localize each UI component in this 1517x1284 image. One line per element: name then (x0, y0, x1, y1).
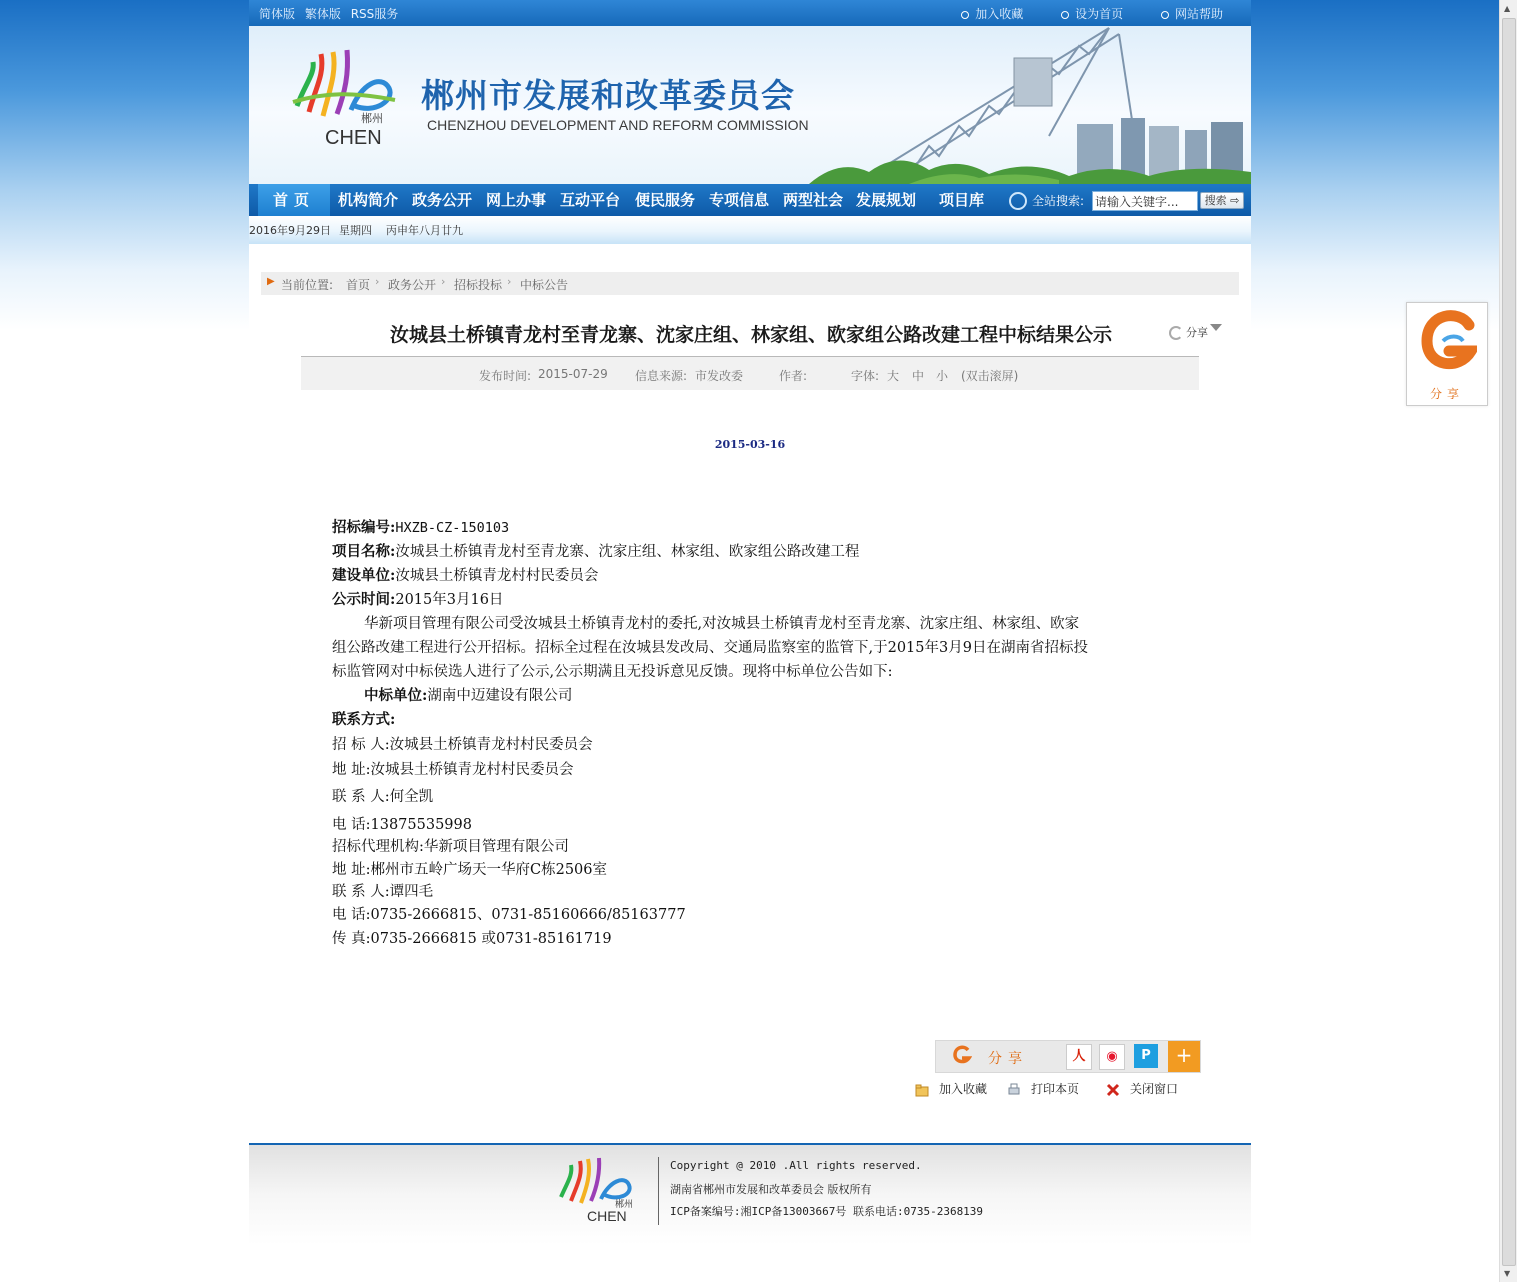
traditional-link[interactable]: 繁体版 (304, 7, 341, 21)
language-links (259, 5, 404, 22)
share-logo-icon (1169, 326, 1183, 340)
scroll-down-icon[interactable]: ▼ (1504, 1269, 1511, 1278)
article-meta (301, 357, 1199, 390)
site-footer (249, 1143, 1251, 1284)
contact-line: 传 真:0735-2666815 或0731-85161719 (332, 931, 612, 947)
caret-down-icon (1210, 324, 1222, 331)
footer-divider (658, 1157, 659, 1225)
paragraph-line: 标监管网对中标侯选人进行了公示,公示期满且无投诉意见反馈。现将中标单位公告如下: (332, 664, 893, 680)
bid-number-line: 招标编号:HXZB-CZ-150103 (332, 519, 510, 536)
paragraph-line: 组公路改建工程进行公开招标。招标全过程在汝城县发改局、交通局监察室的监管下,于2015年3月9日在湖南省招标投 (332, 640, 1088, 656)
nav-item-two-oriented[interactable]: 两型社会 (783, 191, 844, 209)
nav-home[interactable]: 首页 (258, 184, 330, 216)
font-large-button[interactable]: 大 (887, 369, 900, 383)
project-name-line: 项目名称:汝城县土桥镇青龙村至青龙寨、沈家庄组、林家组、欧家组公路改建工程 (332, 543, 860, 560)
folder-icon (915, 1083, 929, 1097)
font-medium-button[interactable]: 中 (912, 369, 925, 383)
arrow-right-icon: ⇨ (1230, 194, 1240, 207)
printer-icon (1007, 1083, 1021, 1097)
breadcrumb-home[interactable]: 首页 (346, 278, 371, 292)
site-search-input[interactable] (1092, 191, 1198, 211)
search-label: 全站搜索: (1009, 192, 1084, 211)
site-title: 郴州市发展和改革委员会 (421, 76, 795, 115)
font-size-label: 字体: (851, 369, 880, 383)
bullet-icon (1161, 11, 1169, 19)
breadcrumb-bidding[interactable]: 招标投标 (454, 278, 503, 292)
document-date: 2015-03-16 (714, 438, 786, 451)
builder-line: 建设单位:汝城县土桥镇青龙村村民委员会 (332, 567, 599, 584)
share-label: 分享 (988, 1051, 1028, 1067)
more-share-button[interactable]: + (1168, 1041, 1200, 1072)
set-homepage-link[interactable]: 设为首页 (1061, 7, 1123, 21)
close-icon (1106, 1083, 1120, 1097)
nav-item-about[interactable]: 机构简介 (338, 191, 399, 209)
author-label: 作者: (779, 369, 808, 383)
breadcrumb-arrow-icon: ▶ (267, 276, 275, 287)
share-dropdown[interactable]: 分享 (1169, 324, 1222, 340)
add-favorite-button[interactable]: 加入收藏 (915, 1080, 987, 1097)
contact-line: 电 话:0735-2666815、0731-85160666/85163777 (332, 907, 686, 923)
paragraph-line: 华新项目管理有限公司受汝城县土桥镇青龙村的委托,对汝城县土桥镇青龙村至青龙寨、沈家庄组、林家组、欧家 (364, 616, 1080, 632)
share-bar (935, 1040, 1201, 1073)
simplified-link[interactable]: 简体版 (259, 7, 296, 21)
print-page-button[interactable]: 打印本页 (1007, 1080, 1079, 1097)
svg-text:CHEN: CHEN (587, 1208, 627, 1224)
add-favorite-link[interactable]: 加入收藏 (961, 7, 1023, 21)
breadcrumb-label: 当前位置: (281, 278, 334, 292)
site-banner (249, 26, 1251, 184)
source-label: 信息来源: (635, 369, 688, 383)
nav-item-projects[interactable]: 项目库 (939, 191, 985, 209)
source-value: 市发改委 (695, 369, 744, 383)
search-icon (1009, 192, 1027, 210)
svg-text:郴州: 郴州 (361, 112, 383, 125)
scrollbar-thumb[interactable] (1502, 18, 1516, 1266)
chevron-right-icon: › (441, 275, 446, 288)
footer-icp: ICP备案编号:湘ICP备13003667号 联系电话:0735-2368139 (670, 1205, 984, 1218)
tencent-share-icon[interactable]: P (1134, 1044, 1158, 1068)
chenzhou-logo (285, 44, 415, 154)
contact-line: 地 址:汝城县土桥镇青龙村村民委员会 (332, 762, 574, 778)
scroll-hint: (双击滚屏) (961, 369, 1019, 383)
nav-item-public-service[interactable]: 便民服务 (635, 191, 696, 209)
breadcrumb-award-notice[interactable]: 中标公告 (520, 278, 569, 292)
chevron-right-icon: › (507, 275, 512, 288)
contact-heading: 联系方式: (332, 711, 396, 728)
utility-links (927, 5, 1223, 22)
footer-logo (555, 1155, 647, 1225)
main-nav (249, 184, 1251, 216)
bullet-icon (961, 11, 969, 19)
nav-item-planning[interactable]: 发展规划 (856, 191, 917, 209)
article-title: 汝城县土桥镇青龙村至青龙寨、沈家庄组、林家组、欧家组公路改建工程中标结果公示 (389, 324, 1112, 346)
floating-share-widget[interactable] (1406, 302, 1488, 406)
date-bar (249, 216, 1251, 244)
share-logo-icon (1419, 309, 1477, 375)
close-window-button[interactable]: 关闭窗口 (1106, 1080, 1178, 1097)
svg-text:郴州: 郴州 (615, 1200, 634, 1210)
chevron-right-icon: › (375, 275, 380, 288)
winner-line: 中标单位:湖南中迈建设有限公司 (364, 687, 573, 704)
contact-line: 地 址:郴州市五岭广场天一华府C栋2506室 (332, 862, 607, 878)
share-logo-icon (952, 1045, 972, 1065)
breadcrumb (261, 272, 1239, 295)
nav-item-gov-affairs[interactable]: 政务公开 (412, 191, 473, 209)
top-utility-bar (249, 0, 1251, 26)
contact-line: 招标代理机构:华新项目管理有限公司 (332, 839, 569, 855)
page-container (249, 0, 1251, 1282)
crane-cityscape-illustration (809, 26, 1251, 184)
publish-date: 2015-07-29 (538, 367, 608, 381)
publication-time-line: 公示时间:2015年3月16日 (332, 591, 504, 608)
publish-label: 发布时间: (479, 369, 532, 383)
contact-line: 招 标 人:汝城县土桥镇青龙村村民委员会 (332, 737, 593, 753)
lunar-date: 丙申年八月廿九 (386, 224, 463, 237)
footer-org: 湖南省郴州市发展和改革委员会 版权所有 (670, 1183, 872, 1196)
site-help-link[interactable]: 网站帮助 (1161, 7, 1223, 21)
nav-item-special-info[interactable]: 专项信息 (709, 191, 770, 209)
floating-share-label: 分享 (1429, 387, 1464, 401)
current-weekday: 星期四 (339, 224, 372, 237)
vertical-scrollbar[interactable] (1499, 0, 1517, 1282)
weibo-share-icon[interactable]: ◉ (1099, 1044, 1125, 1070)
contact-line: 联 系 人:谭四毛 (332, 884, 434, 900)
footer-copyright: Copyright @ 2010 .All rights reserved. (670, 1159, 922, 1172)
contact-line: 电 话:13875535998 (332, 817, 472, 833)
scroll-up-icon[interactable]: ▲ (1504, 4, 1511, 13)
svg-text:CHEN: CHEN (325, 127, 382, 149)
breadcrumb-gov-affairs[interactable]: 政务公开 (388, 278, 437, 292)
font-small-button[interactable]: 小 (936, 369, 949, 383)
site-subtitle: CHENZHOU DEVELOPMENT AND REFORM COMMISSION (427, 117, 809, 133)
bullet-icon (1061, 11, 1069, 19)
renren-share-icon[interactable]: 人 (1066, 1044, 1092, 1070)
nav-item-online-service[interactable]: 网上办事 (486, 191, 547, 209)
current-date: 2016年9月29日 (249, 224, 331, 237)
search-button[interactable]: 搜索 ⇨ (1200, 192, 1244, 209)
rss-link[interactable]: RSS服务 (350, 7, 399, 21)
nav-item-interaction[interactable]: 互动平台 (560, 191, 621, 209)
contact-line: 联 系 人:何全凯 (332, 789, 434, 805)
